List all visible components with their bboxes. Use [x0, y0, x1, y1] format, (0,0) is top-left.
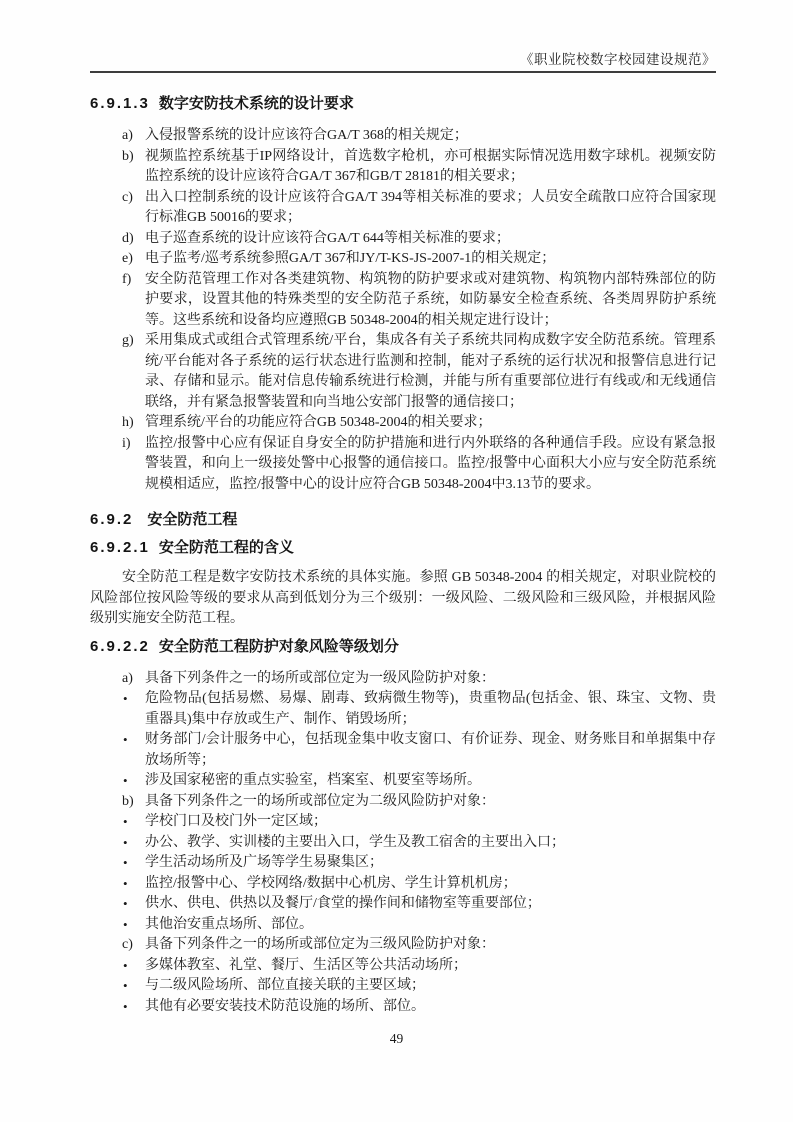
item-text: 入侵报警系统的设计应该符合GA/T 368的相关规定；: [145, 128, 468, 143]
item-marker: •: [123, 834, 128, 850]
item-marker: b): [122, 148, 134, 164]
item-text: 与二级风险场所、部位直接关联的主要区域；: [145, 978, 425, 993]
header-title: 《职业院校数字校园建设规范》: [520, 52, 716, 67]
list-item: [90, 229, 716, 250]
list-item: [90, 147, 716, 188]
item-marker: •: [123, 916, 128, 932]
item-text: 具备下列条件之一的场所或部位定为一级风险防护对象：: [145, 670, 495, 686]
item-text: 监控/报警中心、学校网络/数据中心机房、学生计算机机房；: [145, 875, 517, 891]
item-text: 财务部门/会计服务中心，包括现金集中收支窗口、有价证券、现金、财务账目和单据集中存放场所等；: [145, 732, 716, 768]
page-footer: [0, 1030, 793, 1048]
item-text: 安全防范管理工作对各类建筑物、构筑物的防护要求或对建筑物、构筑物内部特殊部位的防护要求，设置其他的特殊类型的安全防范子系统，如防暴安全检查系统、各类周界防护系统等。这些系统和设备均应遵照GB 50348-2004的相关规定进行设计；: [145, 271, 716, 328]
item-text: 其他治安重点场所、部位。: [145, 916, 313, 932]
section-title: 安全防范工程: [147, 511, 238, 528]
page-header: [90, 0, 716, 73]
item-text: 其他有必要安装技术防范设施的场所、部位。: [145, 998, 425, 1014]
item-marker: a): [122, 670, 133, 686]
item-text: 视频监控系统基于IP网络设计，首选数字枪机，亦可根据实际情况选用数字球机。视频安防监控系统的设计应该符合GA/T 367和GB/T 28181的相关要求；: [145, 148, 716, 184]
list-item: [90, 730, 716, 771]
item-text: 出入口控制系统的设计应该符合GA/T 394等相关标准的要求；人员安全疏散口应符合国家现行标准GB 50016的要求；: [145, 189, 716, 225]
item-text: 学生活动场所及广场等学生易聚集区；: [145, 855, 383, 870]
list-item: [90, 976, 716, 997]
item-marker: •: [123, 691, 128, 706]
paragraph: 安全防范工程是数字安防技术系统的具体实施。参照 GB 50348-2004 的相关规定，对职业院校的风险部位按风险等级的要求从高到低划分为三个级别：一级风险、二级风险和三级风险，并根据风险级别实施安全防范工程。: [90, 570, 716, 626]
item-text: 危险物品(包括易燃、易爆、剧毒、致病微生物等)，贵重物品(包括金、银、珠宝、文物、贵重器具)集中存放或生产、制作、销毁场所；: [145, 691, 716, 727]
item-marker: •: [123, 855, 128, 870]
list-item: [90, 997, 716, 1018]
item-text: 具备下列条件之一的场所或部位定为三级风险防护对象：: [145, 937, 495, 952]
item-text: 涉及国家秘密的重点实验室，档案室、机要室等场所。: [145, 773, 481, 788]
item-marker: f): [122, 271, 132, 287]
item-marker: •: [123, 896, 128, 911]
item-text: 管理系统/平台的功能应符合GB 50348-2004的相关要求；: [145, 415, 492, 430]
section-title: 安全防范工程的含义: [158, 539, 294, 556]
list-item: [90, 894, 716, 915]
list-item: [90, 874, 716, 895]
section-number: 6.9.2.2: [90, 637, 150, 655]
section-heading: [90, 510, 716, 530]
item-marker: c): [122, 189, 133, 205]
item-text: 电子监考/巡考系统参照GA/T 367和JY/T-KS-JS-2007-1的相关规定；: [145, 251, 556, 266]
section-number: 6.9.1.3: [90, 95, 150, 112]
list-item: [90, 413, 716, 434]
item-marker: •: [123, 957, 128, 973]
page-number: 49: [389, 1031, 404, 1046]
item-marker: i): [122, 435, 131, 451]
list-item: [90, 249, 716, 270]
item-marker: •: [123, 732, 128, 747]
list-item: [90, 915, 716, 936]
item-marker: •: [123, 978, 128, 993]
list-item: [90, 771, 716, 792]
item-marker: •: [123, 773, 128, 788]
list-item: [90, 188, 716, 229]
item-marker: •: [123, 998, 128, 1014]
list-item: [90, 689, 716, 730]
item-marker: d): [122, 230, 134, 246]
item-text: 具备下列条件之一的场所或部位定为二级风险防护对象：: [145, 793, 495, 809]
item-marker: c): [122, 937, 133, 952]
item-marker: h): [122, 415, 134, 430]
section-heading: [90, 538, 716, 558]
list-item: [90, 331, 716, 413]
item-marker: a): [122, 128, 133, 143]
item-text: 电子巡查系统的设计应该符合GA/T 644等相关标准的要求；: [145, 230, 510, 246]
section-number: 6.9.2.1: [90, 539, 150, 556]
list-item: [90, 126, 716, 147]
section-heading: [90, 94, 716, 114]
list-item: [90, 812, 716, 833]
item-text: 采用集成式或组合式管理系统/平台，集成各有关子系统共同构成数字安全防范系统。管理系统/平台能对各子系统的运行状态进行监测和控制，能对子系统的运行状况和报警信息进行记录、存储和显示。能对信息传输系统进行检测，并能与所有重要部位进行有线或/和无线通信联络，并有紧急报警装置和向当地公安部门报警的通信接口；: [145, 333, 716, 410]
list-item: [90, 956, 716, 977]
item-marker: b): [122, 793, 134, 809]
document-body: [90, 73, 716, 1017]
list: [90, 669, 716, 1018]
section-title: 数字安防技术系统的设计要求: [158, 95, 354, 112]
section-heading: [90, 637, 716, 657]
item-marker: •: [123, 814, 128, 829]
list: [90, 126, 716, 495]
item-text: 供水、供电、供热以及餐厅/食堂的操作间和储物室等重要部位；: [145, 896, 541, 911]
list-item: [90, 853, 716, 874]
item-text: 学校门口及校门外一定区域；: [145, 814, 327, 829]
list-item: [90, 833, 716, 854]
item-text: 监控/报警中心应有保证自身安全的防护措施和进行内外联络的各种通信手段。应设有紧急报警装置，和向上一级接处警中心报警的通信接口。监控/报警中心面积大小应与安全防范系统规模相适应，监控/报警中心的设计应符合GB 50348-2004中3.13节的要求。: [145, 435, 716, 492]
item-marker: •: [123, 875, 128, 891]
item-text: 办公、教学、实训楼的主要出入口，学生及教工宿舍的主要出入口；: [145, 834, 565, 850]
item-text: 多媒体教室、礼堂、餐厅、生活区等公共活动场所；: [145, 957, 467, 973]
list-item: [90, 669, 716, 690]
section-title: 安全防范工程防护对象风险等级划分: [158, 637, 399, 655]
list-item: [90, 935, 716, 956]
list-item: [90, 792, 716, 813]
list-item: [90, 434, 716, 496]
item-marker: g): [122, 333, 134, 348]
item-marker: e): [122, 251, 133, 266]
section-number: 6.9.2: [90, 511, 134, 528]
list-item: [90, 270, 716, 332]
